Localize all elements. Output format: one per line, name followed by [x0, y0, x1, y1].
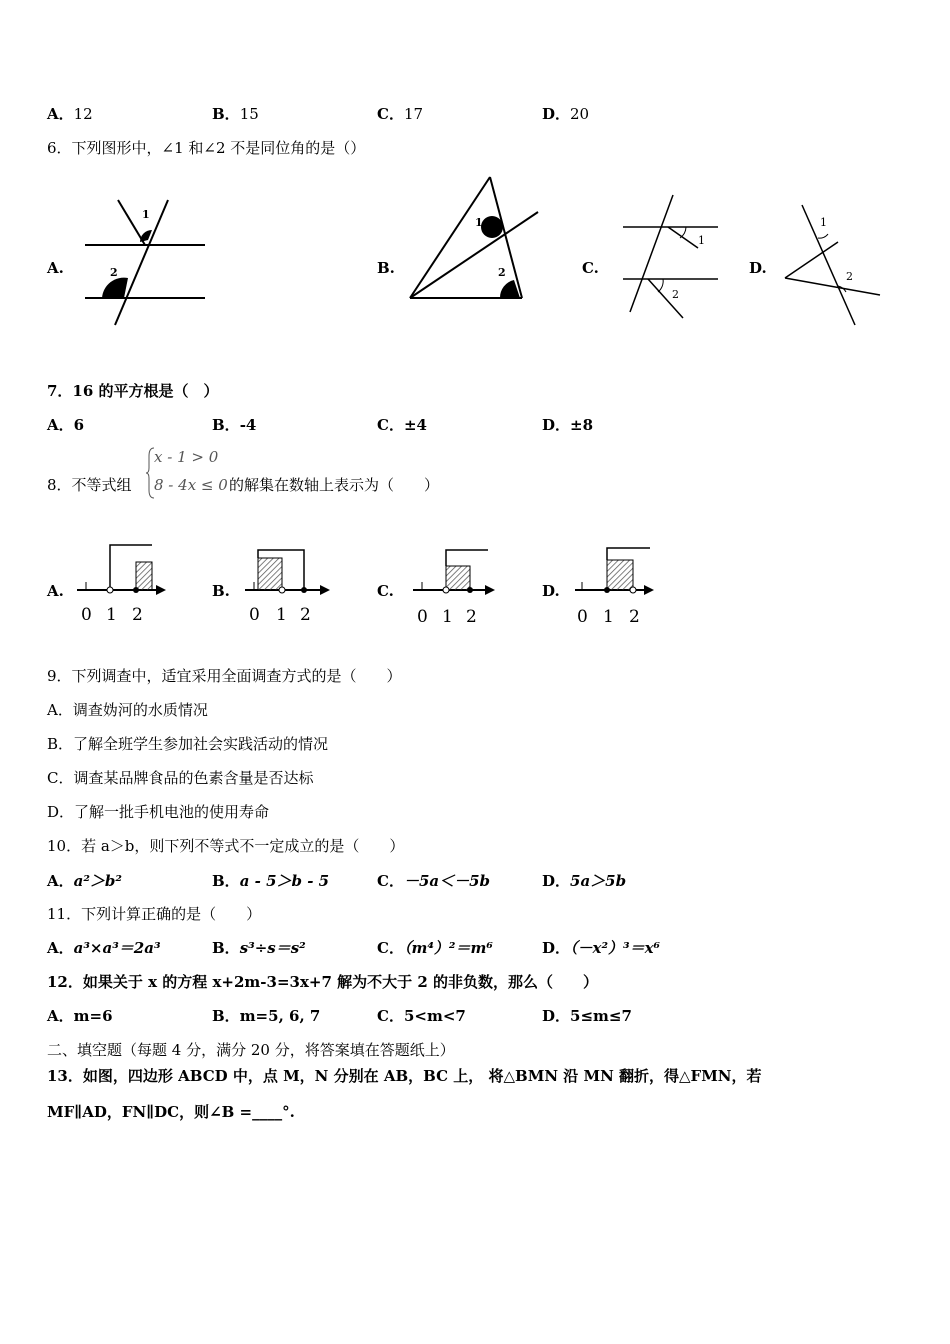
q11-option-c: C．（m⁴）²＝m⁶ [377, 939, 493, 957]
q6a-mark-1: 1 [142, 208, 150, 221]
q6-label-b: B. [377, 259, 395, 277]
q10-option-b: B．a - 5＞b - 5 [212, 872, 330, 890]
q5-option-c: C．17 [377, 105, 424, 123]
q7-option-a: A．6 [47, 416, 85, 434]
tick-1: 1 [603, 607, 614, 627]
q8-label-a: A. [47, 582, 64, 600]
q12-stem: 12．如果关于 x 的方程 x+2m-3=3x+7 解为不大于 2 的非负数，那么（ ） [47, 973, 599, 991]
q10-stem: 10．若 a＞b，则下列不等式不一定成立的是（ ） [47, 837, 405, 855]
q9-option-c: C．调查某品牌食品的色素含量是否达标 [47, 769, 314, 787]
q6-figure-a [80, 190, 215, 330]
q5-option-a: A．12 [47, 105, 93, 123]
q6-label-a: A. [47, 259, 64, 277]
tick-2: 2 [466, 607, 477, 627]
tick-2: 2 [132, 605, 143, 625]
q13-line2: MF∥AD，FN∥DC，则∠B =____°. [47, 1103, 295, 1121]
q6b-mark-2: 2 [498, 266, 506, 279]
tick-0: 0 [417, 607, 428, 627]
q6d-mark-2: 2 [846, 270, 853, 283]
tick-1: 1 [276, 605, 287, 625]
q8-numberline-d [570, 540, 670, 630]
tick-1: 1 [106, 605, 117, 625]
q11-option-d: D．（－x²）³＝x⁶ [542, 939, 661, 957]
q8-label-b: B. [212, 582, 230, 600]
q8-numberline-a [72, 540, 172, 630]
q6c-mark-1: 1 [698, 234, 705, 247]
q6-figure-b [402, 172, 542, 304]
q8-numberline-b [240, 540, 340, 630]
tick-2: 2 [629, 607, 640, 627]
q8-stem-prefix: 8．不等式组 [47, 476, 132, 494]
tick-2: 2 [300, 605, 311, 625]
q7-option-d: D．±8 [542, 416, 594, 434]
q11-option-b: B．s³÷s＝s² [212, 939, 306, 957]
q6-figure-d [780, 200, 885, 330]
q6-label-d: D. [749, 259, 767, 277]
q11-stem: 11．下列计算正确的是（ ） [47, 905, 262, 923]
q12-option-d: D．5≤m≤7 [542, 1007, 632, 1025]
tick-1: 1 [442, 607, 453, 627]
q12-option-c: C．5<m<7 [377, 1007, 466, 1025]
q6d-mark-1: 1 [820, 216, 827, 229]
q9-option-d: D．了解一批手机电池的使用寿命 [47, 803, 270, 821]
q11-option-a: A．a³×a³＝2a³ [47, 939, 161, 957]
tick-0: 0 [249, 605, 260, 625]
q9-option-a: A．调查妫河的水质情况 [47, 701, 208, 719]
q10-option-a: A．a²＞b² [47, 872, 122, 890]
q10-option-d: D．5a＞5b [542, 872, 627, 890]
q12-option-b: B．m=5, 6, 7 [212, 1007, 321, 1025]
q6b-mark-1: 1 [475, 216, 483, 229]
q7-option-b: B．-4 [212, 416, 257, 434]
q8-system-line1: x - 1 > 0 [154, 448, 219, 466]
q8-stem-suffix: 的解集在数轴上表示为（ ） [229, 476, 440, 494]
q6-figure-c [618, 190, 728, 320]
q6-label-c: C. [582, 259, 599, 277]
q8-system-line2: 8 - 4x ≤ 0 [154, 476, 228, 494]
q13-line1: 13．如图，四边形 ABCD 中，点 M，N 分别在 AB，BC 上， 将△BMN 沿 MN 翻折，得△FMN，若 [47, 1067, 762, 1085]
q7-option-c: C．±4 [377, 416, 427, 434]
q5-option-d: D．20 [542, 105, 590, 123]
q10-option-c: C．－5a＜－5b [377, 872, 491, 890]
q8-inequality-system [146, 446, 228, 500]
q8-label-d: D. [542, 582, 560, 600]
section-2-heading: 二、填空题（每题 4 分，满分 20 分，将答案填在答题纸上） [47, 1041, 455, 1059]
q5-option-b: B．15 [212, 105, 259, 123]
tick-0: 0 [577, 607, 588, 627]
q6-stem: 6．下列图形中，∠1 和∠2 不是同位角的是（） [47, 139, 366, 157]
q9-option-b: B．了解全班学生参加社会实践活动的情况 [47, 735, 329, 753]
q9-stem: 9．下列调查中，适宜采用全面调查方式的是（ ） [47, 667, 402, 685]
q7-stem: 7．16 的平方根是（ ） [47, 382, 219, 400]
q8-label-c: C. [377, 582, 394, 600]
q6c-mark-2: 2 [672, 288, 679, 301]
q8-numberline-c [408, 540, 508, 630]
tick-0: 0 [81, 605, 92, 625]
q12-option-a: A．m=6 [47, 1007, 113, 1025]
q6a-mark-2: 2 [110, 266, 118, 279]
